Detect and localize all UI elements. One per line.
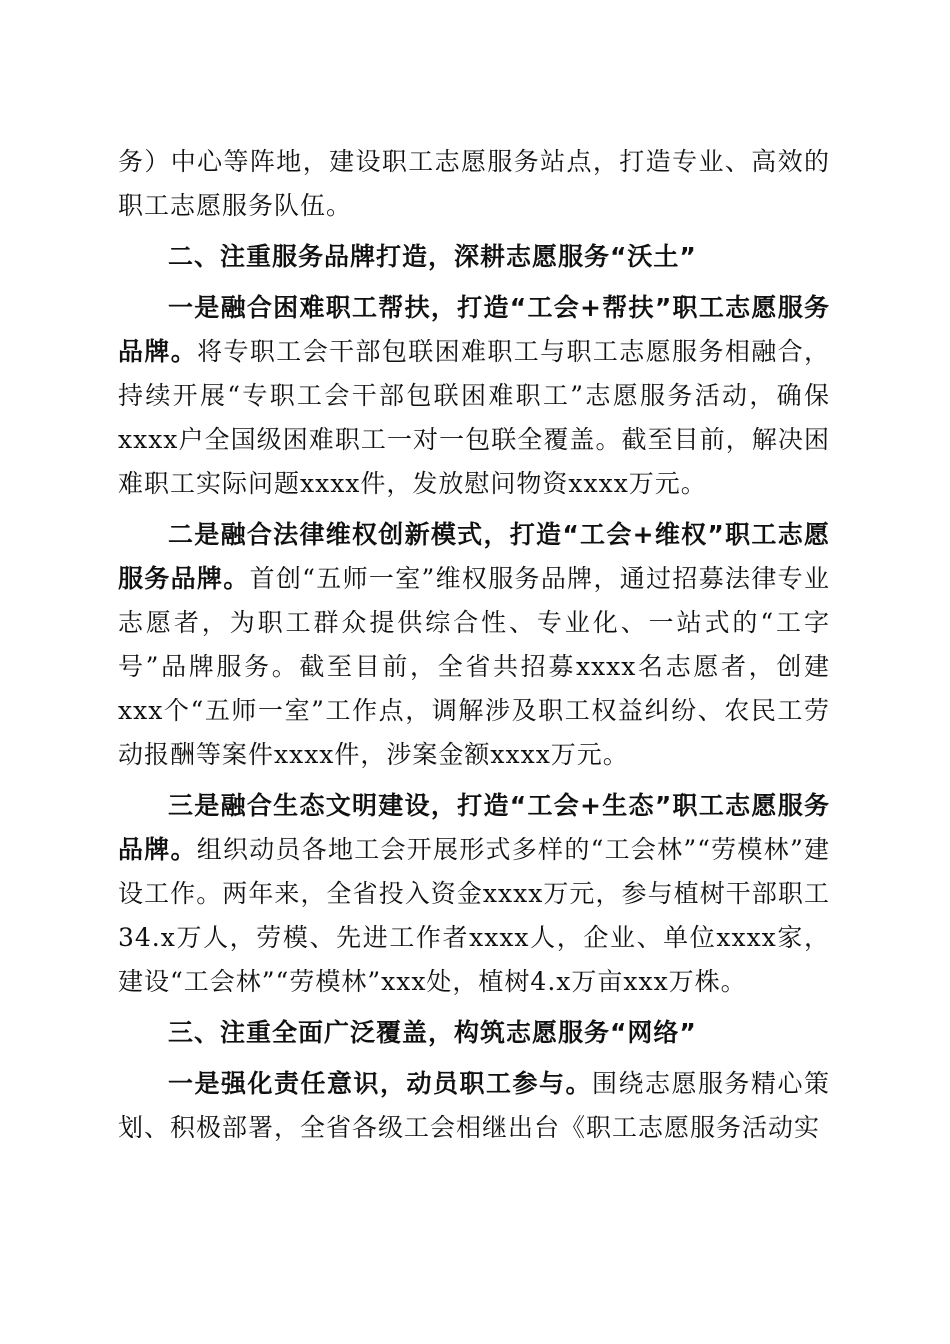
document-page: [118, 140, 830, 1150]
paragraph-rights-brand: [118, 513, 830, 777]
spacer: [118, 1004, 830, 1011]
section-heading-2: 二、注重服务品牌打造，深耕志愿服务“沃土”: [168, 242, 697, 271]
paragraph-body: 将专职工会干部包联困难职工与职工志愿服务相融合，持续开展“专职工会干部包联困难职工”志愿服务活动，确保xxxx户全国级困难职工一对一包联全覆盖。截至目前，解决困难职工实际问题xxxx件，发放慰问物资xxxx万元。: [118, 337, 830, 498]
paragraph-body: 组织动员各地工会开展形式多样的“工会林”“劳模林”建设工作。两年来，全省投入资金xxxx万元，参与植树干部职工34.x万人，劳模、先进工作者xxxx人，企业、单位xxxx家，建设“工会林”“劳模林”xxx处，植树4.x万亩xxx万株。: [118, 835, 830, 996]
paragraph-body: 围绕志愿服务精心策划、积极部署，全省各级工会相继出台《职工志愿服务活动实: [118, 1069, 830, 1142]
paragraph-lead: 一是强化责任意识，动员职工参与。: [168, 1069, 592, 1098]
paragraph-help-brand: [118, 286, 830, 506]
section-heading-3: 三、注重全面广泛覆盖，构筑志愿服务“网络”: [168, 1018, 697, 1047]
spacer: [118, 279, 830, 286]
spacer: [118, 506, 830, 513]
spacer: [118, 1055, 830, 1062]
paragraph-body: 首创“五师一室”维权服务品牌，通过招募法律专业志愿者，为职工群众提供综合性、专业化、一站式的“工字号”品牌服务。截至目前，全省共招募xxxx名志愿者，创建xxx个“五师一室”工作点，调解涉及职工权益纠纷、农民工劳动报酬等案件xxxx件，涉案金额xxxx万元。: [118, 564, 830, 769]
spacer: [118, 228, 830, 235]
paragraph-lead: 三是融合生态文明建设，打造“工会+生态”职工志愿服务品牌。: [118, 791, 830, 864]
paragraph-lead: 二是融合法律维权创新模式，打造“工会+维权”职工志愿服务品牌。: [118, 520, 830, 593]
spacer: [118, 777, 830, 784]
paragraph-continuation: 务）中心等阵地，建设职工志愿服务站点，打造专业、高效的职工志愿服务队伍。: [118, 147, 830, 220]
paragraph-responsibility: [118, 1062, 830, 1150]
paragraph-lead: 一是融合困难职工帮扶，打造“工会+帮扶”职工志愿服务品牌。: [118, 293, 830, 366]
paragraph-ecology-brand: [118, 784, 830, 1004]
